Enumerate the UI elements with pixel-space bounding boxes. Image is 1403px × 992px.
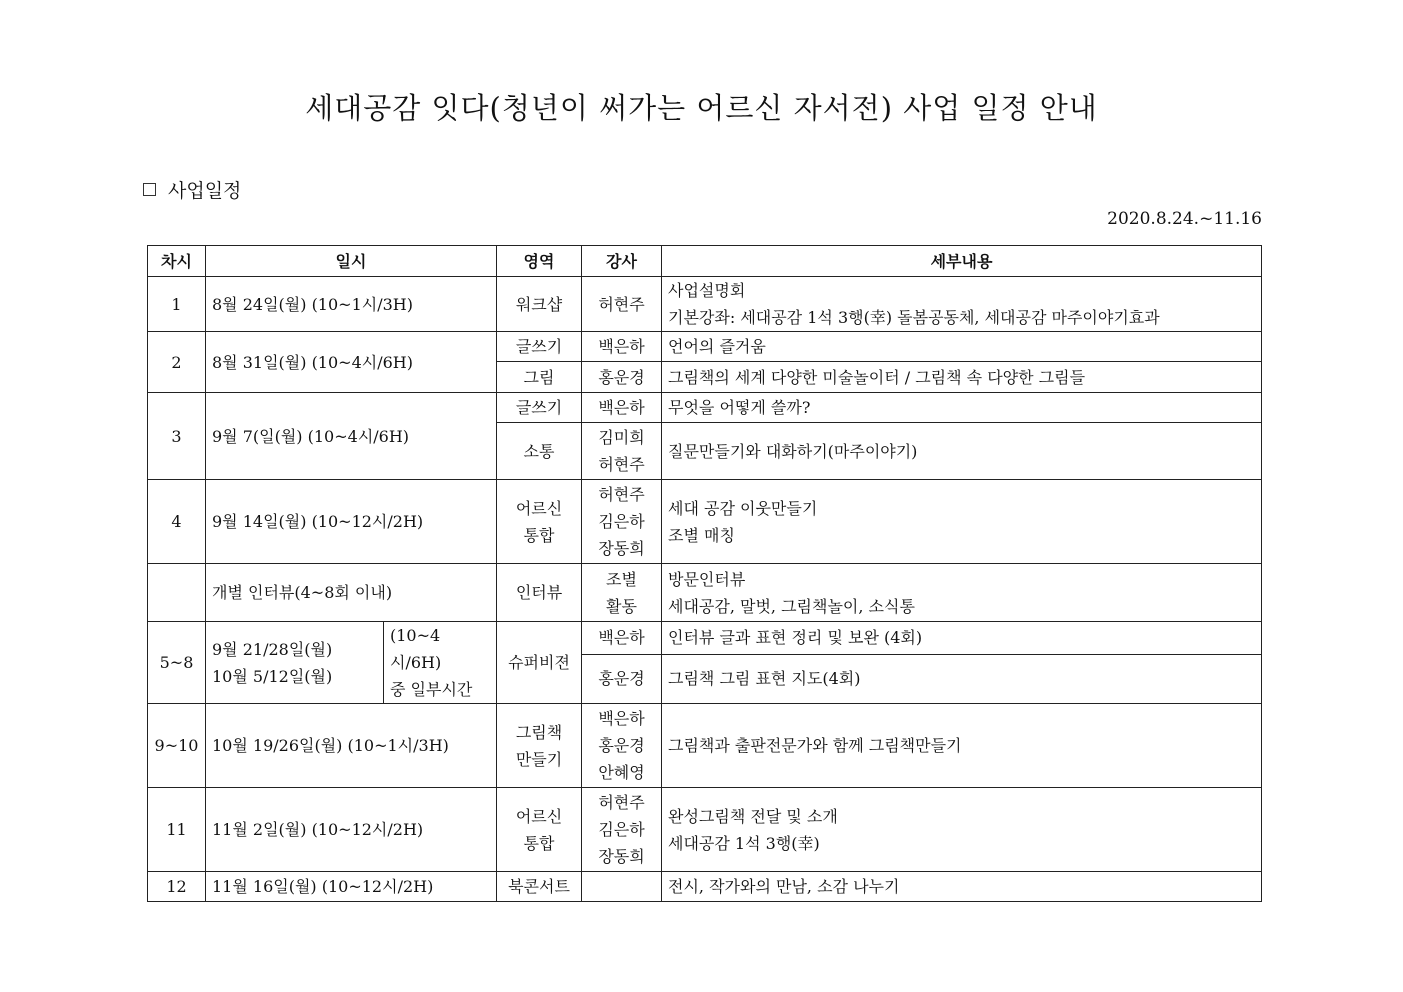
date-cell: 11월 16일(월) (10~12시/2H) (206, 872, 497, 902)
date-cell: 8월 31일(월) (10~4시/6H) (206, 332, 497, 393)
header-instructor: 강사 (582, 246, 662, 277)
session-cell: 11 (148, 788, 206, 872)
header-detail: 세부내용 (662, 246, 1262, 277)
instructor-cell: 허현주 김은하 장동희 (582, 788, 662, 872)
schedule-table (147, 245, 1262, 902)
detail-cell: 사업설명회 기본강좌: 세대공감 1석 3행(幸) 돌봄공동체, 세대공감 마주이야기효과 (662, 277, 1262, 332)
date-cell: 10월 19/26일(월) (10~1시/3H) (206, 704, 497, 788)
instructor-cell: 홍운경 (582, 654, 662, 703)
period-label: 2020.8.24.~11.16 (1107, 209, 1262, 229)
detail-cell: 그림책과 출판전문가와 함께 그림책만들기 (662, 704, 1262, 788)
page-title: 세대공감 잇다(청년이 써가는 어르신 자서전) 사업 일정 안내 (305, 91, 1098, 125)
time-cell: (10~4시/6H) 중 일부시간 (384, 622, 497, 704)
date-cell: 11월 2일(월) (10~12시/2H) (206, 788, 497, 872)
instructor-cell: 백은하 (582, 622, 662, 655)
header-session: 차시 (148, 246, 206, 277)
area-cell: 소통 (497, 423, 582, 480)
area-cell: 워크샵 (497, 277, 582, 332)
instructor-cell: 허현주 김은하 장동희 (582, 480, 662, 564)
table-row (148, 393, 1262, 423)
area-cell: 어르신 통합 (497, 788, 582, 872)
detail-cell: 그림책의 세계 다양한 미술놀이터 / 그림책 속 다양한 그림들 (662, 362, 1262, 393)
section-heading (143, 176, 241, 203)
session-cell: 3 (148, 393, 206, 480)
instructor-cell: 홍운경 (582, 362, 662, 393)
detail-cell: 세대 공감 이웃만들기 조별 매칭 (662, 480, 1262, 564)
detail-cell: 전시, 작가와의 만남, 소감 나누기 (662, 872, 1262, 902)
instructor-cell: 김미희 허현주 (582, 423, 662, 480)
detail-cell: 질문만들기와 대화하기(마주이야기) (662, 423, 1262, 480)
area-cell: 인터뷰 (497, 564, 582, 622)
date-cell: 8월 24일(월) (10~1시/3H) (206, 277, 497, 332)
header-area: 영역 (497, 246, 582, 277)
table-row (148, 564, 1262, 622)
table-row (148, 788, 1262, 872)
table-row (148, 872, 1262, 902)
date-cell: 9월 7(일(월) (10~4시/6H) (206, 393, 497, 480)
header-date: 일시 (206, 246, 497, 277)
session-cell: 1 (148, 277, 206, 332)
table-row (148, 704, 1262, 788)
area-cell: 그림책 만들기 (497, 704, 582, 788)
instructor-cell: 조별 활동 (582, 564, 662, 622)
area-cell: 글쓰기 (497, 393, 582, 423)
detail-cell: 완성그림책 전달 및 소개 세대공감 1석 3행(幸) (662, 788, 1262, 872)
instructor-cell (582, 872, 662, 902)
session-cell (148, 564, 206, 622)
table-row (148, 277, 1262, 332)
table-row (148, 332, 1262, 362)
instructor-cell: 허현주 (582, 277, 662, 332)
detail-cell: 인터뷰 글과 표현 정리 및 보완 (4회) (662, 622, 1262, 655)
area-cell: 그림 (497, 362, 582, 393)
session-cell: 5~8 (148, 622, 206, 704)
detail-cell: 방문인터뷰 세대공감, 말벗, 그림책놀이, 소식통 (662, 564, 1262, 622)
instructor-cell: 백은하 홍운경 안혜영 (582, 704, 662, 788)
detail-cell: 그림책 그림 표현 지도(4회) (662, 654, 1262, 703)
table-header-row (148, 246, 1262, 277)
session-cell: 12 (148, 872, 206, 902)
area-cell: 북콘서트 (497, 872, 582, 902)
date-cell: 9월 14일(월) (10~12시/2H) (206, 480, 497, 564)
instructor-cell: 백은하 (582, 393, 662, 423)
instructor-cell: 백은하 (582, 332, 662, 362)
area-cell: 슈퍼비젼 (497, 622, 582, 704)
table-row (148, 622, 1262, 655)
date-cell: 개별 인터뷰(4~8회 이내) (206, 564, 497, 622)
session-cell: 4 (148, 480, 206, 564)
detail-cell: 무엇을 어떻게 쓸까? (662, 393, 1262, 423)
session-cell: 2 (148, 332, 206, 393)
table-row (148, 480, 1262, 564)
date-cell: 9월 21/28일(월) 10월 5/12일(월) (206, 622, 384, 704)
section-label: 사업일정 (168, 180, 242, 202)
checkbox-icon (143, 183, 156, 196)
detail-cell: 언어의 즐거움 (662, 332, 1262, 362)
session-cell: 9~10 (148, 704, 206, 788)
area-cell: 글쓰기 (497, 332, 582, 362)
area-cell: 어르신 통합 (497, 480, 582, 564)
